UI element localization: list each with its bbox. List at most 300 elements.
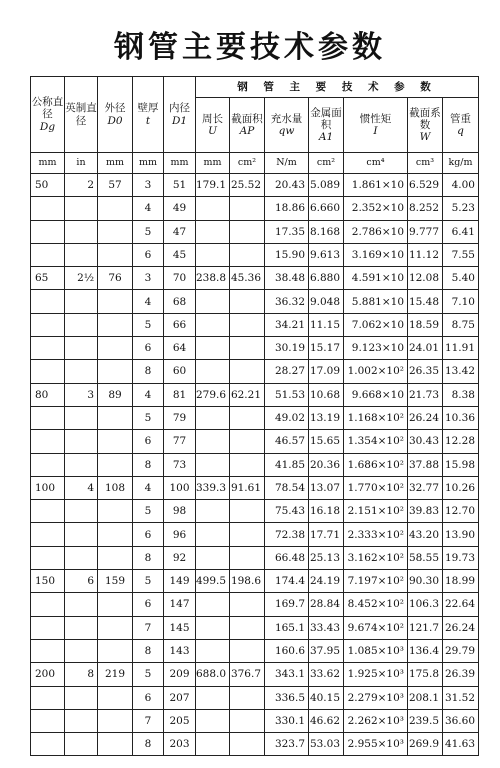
- table-cell: [230, 639, 265, 662]
- unit-cell: cm²: [230, 153, 265, 174]
- table-cell: 6: [133, 243, 164, 266]
- table-cell: [196, 406, 230, 429]
- table-cell: 9.613: [309, 243, 344, 266]
- table-cell: 13.90: [443, 523, 479, 546]
- table-cell: [31, 406, 65, 429]
- table-row: [31, 313, 479, 336]
- table-cell: 4.591×10: [344, 267, 408, 290]
- table-cell: 7.197×10²: [344, 570, 408, 593]
- table-cell: [65, 639, 98, 662]
- table-cell: 33.43: [309, 616, 344, 639]
- unit-cell: mm: [98, 153, 133, 174]
- table-cell: 219: [98, 663, 133, 686]
- table-cell: 5.881×10: [344, 290, 408, 313]
- table-cell: 149: [164, 570, 196, 593]
- table-cell: 28.27: [265, 360, 309, 383]
- header-group-title: 钢 管 主 要 技 术 参 数: [196, 77, 479, 98]
- table-cell: 8.38: [443, 383, 479, 406]
- table-row: [31, 500, 479, 523]
- table-cell: 40.15: [309, 686, 344, 709]
- table-cell: 1.354×10²: [344, 430, 408, 453]
- table-cell: [98, 523, 133, 546]
- header-wall-thickness: 壁厚 t: [133, 77, 164, 153]
- table-cell: 51: [164, 174, 196, 197]
- table-row: [31, 593, 479, 616]
- table-cell: [196, 430, 230, 453]
- table-cell: 8.452×10²: [344, 593, 408, 616]
- table-cell: 34.21: [265, 313, 309, 336]
- table-cell: 179.1: [196, 174, 230, 197]
- table-cell: 7: [133, 709, 164, 732]
- table-cell: 53.03: [309, 733, 344, 756]
- table-cell: 100: [31, 476, 65, 499]
- table-cell: 6: [133, 593, 164, 616]
- table-cell: 6.529: [408, 174, 443, 197]
- table-cell: [196, 709, 230, 732]
- table-cell: 688.0: [196, 663, 230, 686]
- table-cell: [98, 733, 133, 756]
- page-title: 钢管主要技术参数: [114, 30, 386, 65]
- table-cell: 64: [164, 337, 196, 360]
- units-row-group: [31, 153, 479, 174]
- table-cell: 12.28: [443, 430, 479, 453]
- table-cell: 198.6: [230, 570, 265, 593]
- table-cell: 66: [164, 313, 196, 336]
- table-cell: 1.686×10²: [344, 453, 408, 476]
- table-cell: 279.6: [196, 383, 230, 406]
- unit-cell: in: [65, 153, 98, 174]
- table-cell: 100: [164, 476, 196, 499]
- table-cell: 21.73: [408, 383, 443, 406]
- table-row: [31, 523, 479, 546]
- table-cell: [31, 733, 65, 756]
- table-cell: [196, 290, 230, 313]
- table-cell: [31, 360, 65, 383]
- table-cell: 269.9: [408, 733, 443, 756]
- table-cell: 121.7: [408, 616, 443, 639]
- table-cell: 9.048: [309, 290, 344, 313]
- table-cell: 72.38: [265, 523, 309, 546]
- table-cell: 7.062×10: [344, 313, 408, 336]
- table-cell: 5: [133, 500, 164, 523]
- unit-cell: cm⁴: [344, 153, 408, 174]
- table-row: [31, 174, 479, 197]
- table-cell: [31, 686, 65, 709]
- table-cell: 76: [98, 267, 133, 290]
- table-cell: 12.08: [408, 267, 443, 290]
- table-cell: 147: [164, 593, 196, 616]
- table-cell: [230, 220, 265, 243]
- table-cell: 1.168×10²: [344, 406, 408, 429]
- unit-cell: N/m: [265, 153, 309, 174]
- table-cell: 2.262×10³: [344, 709, 408, 732]
- table-cell: 6: [133, 686, 164, 709]
- table-cell: 24.19: [309, 570, 344, 593]
- table-cell: [65, 733, 98, 756]
- table-cell: 209: [164, 663, 196, 686]
- table-cell: [98, 616, 133, 639]
- header-outer-diameter: 外径 D0: [98, 77, 133, 153]
- table-cell: 37.95: [309, 639, 344, 662]
- table-cell: 28.84: [309, 593, 344, 616]
- table-cell: [196, 500, 230, 523]
- table-row: [31, 406, 479, 429]
- table-cell: 32.77: [408, 476, 443, 499]
- table-cell: 2.352×10: [344, 197, 408, 220]
- table-cell: 8: [133, 360, 164, 383]
- table-cell: 17.09: [309, 360, 344, 383]
- header-nominal-diameter: 公称直径 Dg: [31, 77, 65, 153]
- table-cell: [98, 197, 133, 220]
- table-row: [31, 290, 479, 313]
- header-inch-diameter: 英制直径: [65, 77, 98, 153]
- table-cell: 80: [31, 383, 65, 406]
- table-cell: 2.955×10³: [344, 733, 408, 756]
- table-cell: 19.73: [443, 546, 479, 569]
- table-cell: 66.48: [265, 546, 309, 569]
- table-cell: [65, 709, 98, 732]
- table-cell: 31.52: [443, 686, 479, 709]
- table-row: [31, 733, 479, 756]
- table-cell: [31, 593, 65, 616]
- table-cell: 16.18: [309, 500, 344, 523]
- table-cell: [196, 523, 230, 546]
- table-cell: 203: [164, 733, 196, 756]
- table-cell: 339.3: [196, 476, 230, 499]
- table-cell: [31, 546, 65, 569]
- steel-pipe-table: [30, 76, 479, 756]
- table-cell: 22.64: [443, 593, 479, 616]
- table-cell: 6.41: [443, 220, 479, 243]
- table-row: [31, 360, 479, 383]
- table-row: [31, 337, 479, 360]
- table-cell: 160.6: [265, 639, 309, 662]
- table-cell: [230, 337, 265, 360]
- table-cell: [196, 220, 230, 243]
- table-cell: 9.777: [408, 220, 443, 243]
- table-cell: 238.8: [196, 267, 230, 290]
- table-cell: 8: [133, 546, 164, 569]
- table-cell: 4: [133, 476, 164, 499]
- table-cell: [230, 616, 265, 639]
- table-cell: 58.55: [408, 546, 443, 569]
- table-cell: [230, 733, 265, 756]
- table-cell: [98, 500, 133, 523]
- table-cell: 18.99: [443, 570, 479, 593]
- table-cell: 143: [164, 639, 196, 662]
- table-cell: 4: [133, 197, 164, 220]
- table-cell: 376.7: [230, 663, 265, 686]
- table-cell: 37.88: [408, 453, 443, 476]
- table-cell: [65, 523, 98, 546]
- table-cell: 7.55: [443, 243, 479, 266]
- unit-cell: mm: [133, 153, 164, 174]
- table-cell: 1.085×10³: [344, 639, 408, 662]
- table-cell: 10.68: [309, 383, 344, 406]
- table-cell: 9.674×10²: [344, 616, 408, 639]
- table-cell: 13.07: [309, 476, 344, 499]
- table-cell: [31, 453, 65, 476]
- table-cell: [31, 290, 65, 313]
- table-cell: 17.35: [265, 220, 309, 243]
- table-cell: 200: [31, 663, 65, 686]
- table-cell: [98, 686, 133, 709]
- table-cell: [31, 337, 65, 360]
- table-cell: [31, 220, 65, 243]
- table-cell: 4.00: [443, 174, 479, 197]
- table-cell: 39.83: [408, 500, 443, 523]
- table-cell: 18.59: [408, 313, 443, 336]
- table-cell: 145: [164, 616, 196, 639]
- table-cell: [65, 616, 98, 639]
- table-row: [31, 220, 479, 243]
- table-cell: 4: [133, 383, 164, 406]
- table-cell: [196, 313, 230, 336]
- table-cell: [65, 197, 98, 220]
- table-cell: 336.5: [265, 686, 309, 709]
- table-row: [31, 197, 479, 220]
- table-cell: [65, 546, 98, 569]
- table-cell: [230, 593, 265, 616]
- table-cell: 13.19: [309, 406, 344, 429]
- table-cell: 3.162×10²: [344, 546, 408, 569]
- table-cell: [65, 290, 98, 313]
- table-cell: [230, 313, 265, 336]
- table-cell: [98, 360, 133, 383]
- table-row: [31, 453, 479, 476]
- table-cell: 25.13: [309, 546, 344, 569]
- table-cell: [230, 430, 265, 453]
- table-cell: [98, 406, 133, 429]
- table-cell: 1.770×10²: [344, 476, 408, 499]
- table-cell: 10.36: [443, 406, 479, 429]
- table-cell: [196, 616, 230, 639]
- table-cell: [98, 709, 133, 732]
- table-cell: [31, 709, 65, 732]
- table-cell: [98, 639, 133, 662]
- table-cell: 136.4: [408, 639, 443, 662]
- table-cell: 207: [164, 686, 196, 709]
- table-cell: [230, 686, 265, 709]
- table-row: [31, 663, 479, 686]
- table-cell: 57: [98, 174, 133, 197]
- table-cell: 26.35: [408, 360, 443, 383]
- header-inner-diameter: 内径 D1: [164, 77, 196, 153]
- table-cell: 45.36: [230, 267, 265, 290]
- table-cell: 41.85: [265, 453, 309, 476]
- table-cell: 5: [133, 313, 164, 336]
- table-cell: 50: [31, 174, 65, 197]
- table-cell: [65, 500, 98, 523]
- header-pipe-weight: 管重 q: [443, 98, 479, 153]
- table-cell: 11.15: [309, 313, 344, 336]
- table-cell: [31, 243, 65, 266]
- table-cell: 36.60: [443, 709, 479, 732]
- table-cell: [31, 523, 65, 546]
- table-cell: 91.61: [230, 476, 265, 499]
- table-row: [31, 709, 479, 732]
- table-cell: 68: [164, 290, 196, 313]
- table-cell: [31, 313, 65, 336]
- table-cell: 45: [164, 243, 196, 266]
- table-cell: 1.002×10²: [344, 360, 408, 383]
- table-cell: 15.90: [265, 243, 309, 266]
- table-cell: 1.925×10³: [344, 663, 408, 686]
- table-cell: [230, 523, 265, 546]
- table-cell: 15.17: [309, 337, 344, 360]
- table-row: [31, 639, 479, 662]
- table-cell: 43.20: [408, 523, 443, 546]
- table-cell: 33.62: [309, 663, 344, 686]
- table-cell: 41.63: [443, 733, 479, 756]
- table-cell: 10.26: [443, 476, 479, 499]
- table-cell: [230, 453, 265, 476]
- table-cell: 15.48: [408, 290, 443, 313]
- table-cell: [98, 313, 133, 336]
- table-cell: 98: [164, 500, 196, 523]
- table-cell: 26.24: [408, 406, 443, 429]
- table-cell: [230, 709, 265, 732]
- table-cell: 20.43: [265, 174, 309, 197]
- table-cell: [98, 430, 133, 453]
- table-cell: 20.36: [309, 453, 344, 476]
- table-row: [31, 243, 479, 266]
- table-cell: 60: [164, 360, 196, 383]
- table-cell: 165.1: [265, 616, 309, 639]
- table-cell: [98, 337, 133, 360]
- table-cell: [65, 337, 98, 360]
- table-cell: [65, 430, 98, 453]
- table-cell: 78.54: [265, 476, 309, 499]
- table-cell: 159: [98, 570, 133, 593]
- unit-cell: mm: [31, 153, 65, 174]
- table-cell: [31, 616, 65, 639]
- table-row: [31, 476, 479, 499]
- table-cell: 2.786×10: [344, 220, 408, 243]
- header-section-modulus: 截面系数 W: [408, 98, 443, 153]
- table-cell: 239.5: [408, 709, 443, 732]
- table-cell: 6.660: [309, 197, 344, 220]
- table-cell: [65, 686, 98, 709]
- header-section-area: 截面积 AP: [230, 98, 265, 153]
- table-cell: 96: [164, 523, 196, 546]
- unit-cell: mm: [164, 153, 196, 174]
- table-cell: 6: [133, 337, 164, 360]
- table-cell: 3: [133, 267, 164, 290]
- table-cell: [65, 243, 98, 266]
- table-cell: 89: [98, 383, 133, 406]
- table-cell: [31, 430, 65, 453]
- table-cell: 208.1: [408, 686, 443, 709]
- table-cell: 5.089: [309, 174, 344, 197]
- table-cell: 150: [31, 570, 65, 593]
- table-row: [31, 430, 479, 453]
- table-cell: 175.8: [408, 663, 443, 686]
- unit-cell: cm²: [309, 153, 344, 174]
- table-cell: [65, 220, 98, 243]
- table-cell: 5: [133, 570, 164, 593]
- table-cell: [98, 593, 133, 616]
- table-cell: 77: [164, 430, 196, 453]
- table-cell: [230, 406, 265, 429]
- table-cell: 13.42: [443, 360, 479, 383]
- table-cell: 8.75: [443, 313, 479, 336]
- table-cell: 8.168: [309, 220, 344, 243]
- table-cell: [230, 500, 265, 523]
- table-cell: 499.5: [196, 570, 230, 593]
- table-cell: 70: [164, 267, 196, 290]
- table-cell: 5: [133, 406, 164, 429]
- table-cell: 7.10: [443, 290, 479, 313]
- table-cell: 7: [133, 616, 164, 639]
- table-cell: 15.65: [309, 430, 344, 453]
- table-cell: 343.1: [265, 663, 309, 686]
- table-cell: [31, 500, 65, 523]
- table-cell: [65, 313, 98, 336]
- table-cell: [98, 290, 133, 313]
- table-cell: [196, 453, 230, 476]
- table-cell: 9.668×10: [344, 383, 408, 406]
- table-cell: 6: [133, 430, 164, 453]
- table-cell: [98, 453, 133, 476]
- table-cell: 5: [133, 220, 164, 243]
- table-cell: [196, 197, 230, 220]
- table-cell: 38.48: [265, 267, 309, 290]
- table-cell: 4: [133, 290, 164, 313]
- table-cell: [196, 686, 230, 709]
- table-cell: 169.7: [265, 593, 309, 616]
- table-cell: 46.57: [265, 430, 309, 453]
- table-cell: 2.333×10²: [344, 523, 408, 546]
- table-cell: 79: [164, 406, 196, 429]
- table-cell: 26.39: [443, 663, 479, 686]
- table-body: [31, 174, 479, 756]
- table-cell: 12.70: [443, 500, 479, 523]
- table-cell: [196, 733, 230, 756]
- table-cell: 3: [65, 383, 98, 406]
- table-cell: 11.12: [408, 243, 443, 266]
- table-row: [31, 570, 479, 593]
- table-cell: 2.151×10²: [344, 500, 408, 523]
- table-cell: 17.71: [309, 523, 344, 546]
- table-cell: 6.880: [309, 267, 344, 290]
- header-moment-of-inertia: 惯性矩 I: [344, 98, 408, 153]
- table-cell: 26.24: [443, 616, 479, 639]
- table-cell: [230, 197, 265, 220]
- table-cell: 6: [65, 570, 98, 593]
- table-row: [31, 267, 479, 290]
- table-cell: [98, 220, 133, 243]
- table-cell: [98, 546, 133, 569]
- table-cell: 5: [133, 663, 164, 686]
- table-cell: [65, 360, 98, 383]
- table-cell: [31, 197, 65, 220]
- table-header: [31, 77, 479, 153]
- table-row: [31, 616, 479, 639]
- table-cell: 62.21: [230, 383, 265, 406]
- table-cell: 8: [133, 639, 164, 662]
- table-cell: 30.19: [265, 337, 309, 360]
- table-cell: [196, 546, 230, 569]
- table-cell: 25.52: [230, 174, 265, 197]
- units-row: [31, 153, 479, 174]
- table-cell: 65: [31, 267, 65, 290]
- table-cell: 49: [164, 197, 196, 220]
- table-cell: 81: [164, 383, 196, 406]
- table-cell: [196, 243, 230, 266]
- table-cell: 2: [65, 174, 98, 197]
- table-cell: 3.169×10: [344, 243, 408, 266]
